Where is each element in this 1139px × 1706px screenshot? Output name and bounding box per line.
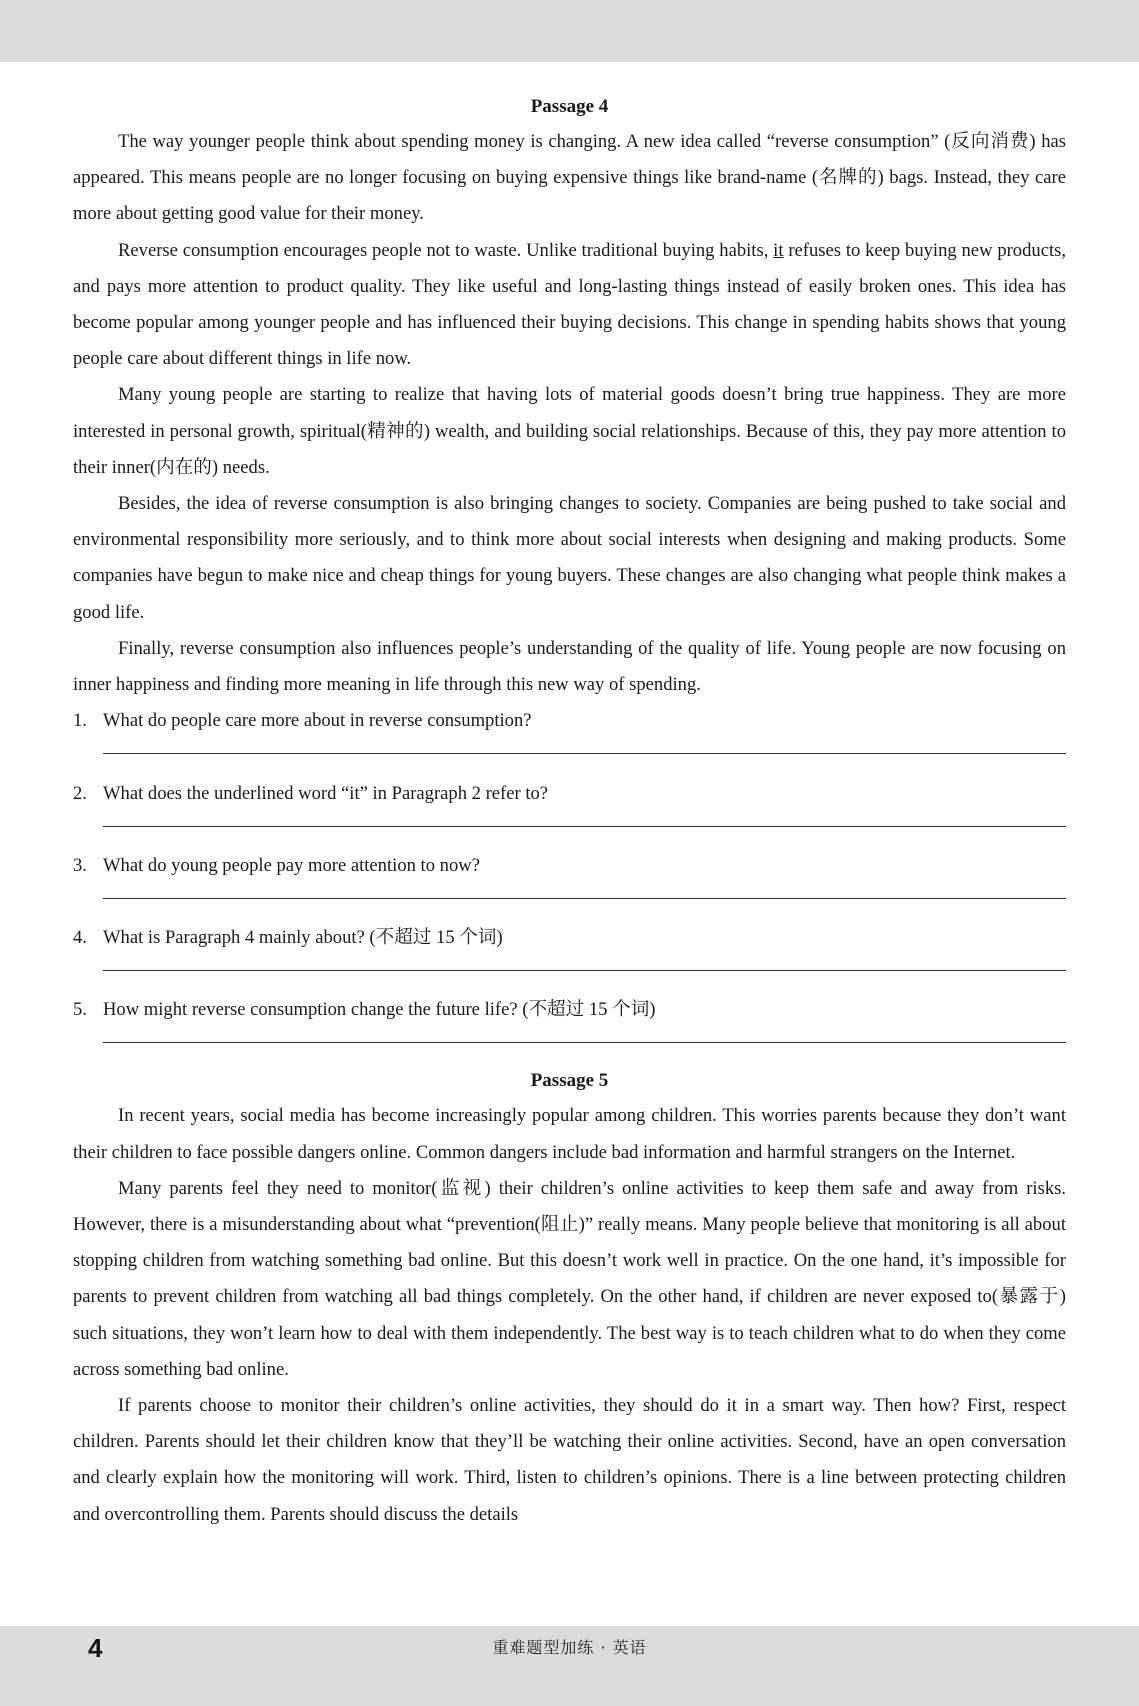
passage-4-title: Passage 4	[530, 96, 609, 117]
question-number: 3.	[73, 854, 87, 876]
question-2	[73, 776, 1066, 848]
passage-5-paragraph-2: Many parents feel they need to monitor(监视) their children’s online activities to keep them safe and away from risks. However, there is a misunderstanding about what “prevention(阻止)” really means. Many people believe that monitoring is all about stopping children from watching something bad online. But this doesn’t work well in practice. On the one hand, it’s impossible for parents to prevent children from watching all bad things completely. On the other hand, if children are never exposed to(暴露于) such situations, they won’t learn how to deal with them independently. The best way is to teach children what to do when they come across something bad online.	[73, 1177, 1066, 1380]
answer-line[interactable]	[103, 898, 1066, 899]
passage-5-paragraph-1: In recent years, social media has become increasingly popular among children. This worries parents because they don’t want their children to face possible dangers online. Common dangers include bad information and harmful strangers on the Internet.	[73, 1105, 1066, 1163]
paragraph-2-text-before: Reverse consumption encourages people not to waste. Unlike traditional buying habits,	[118, 239, 774, 261]
question-number: 5.	[73, 999, 87, 1021]
question-text: What do young people pay more attention to now?	[103, 854, 480, 876]
answer-line[interactable]	[103, 753, 1066, 754]
paragraph-2-text-after: refuses to keep buying new products, and pays more attention to product quality. They like useful and long-lasting things instead of easily broken ones. This idea has become popular among younger people and has influenced their buying decisions. This change in spending habits shows that young people care about different things in life now.	[73, 239, 1067, 370]
answer-line[interactable]	[103, 1042, 1066, 1043]
question-number: 1.	[73, 710, 87, 732]
underlined-word-it: it	[773, 239, 784, 261]
answer-line[interactable]	[103, 826, 1066, 827]
passage-4-paragraph-2	[73, 233, 1066, 378]
passage-4-paragraph-3: Many young people are starting to realize that having lots of material goods doesn’t bring true happiness. They are more interested in personal growth, spiritual(精神的) wealth, and building social relationships. Because of this, they pay more attention to their inner(内在的) needs.	[73, 384, 1066, 478]
passage-4-paragraph-1: The way younger people think about spending money is changing. A new idea called “reverse consumption” (反向消费) has appeared. This means people are no longer focusing on buying expensive things like brand-name (名牌的) bags. Instead, they care more about getting good value for their money.	[73, 131, 1066, 225]
page-number: 4	[88, 1633, 103, 1663]
question-text: What is Paragraph 4 mainly about? (不超过 15 个词)	[103, 927, 503, 949]
header-band	[0, 0, 1139, 62]
question-4	[73, 920, 1066, 992]
passage-5-title: Passage 5	[530, 1070, 609, 1092]
passage-4-paragraph-4: Besides, the idea of reverse consumption is also bringing changes to society. Companies are being pushed to take social and environmental responsibility more seriously, and to think more about social interests when designing and making products. Some companies have begun to make nice and cheap things for young buyers. These changes are also changing what people think makes a good life.	[73, 493, 1066, 623]
answer-line[interactable]	[103, 970, 1066, 971]
question-number: 2.	[73, 782, 87, 804]
book-title: 重难题型加练 · 英语	[492, 1638, 647, 1657]
question-text: What does the underlined word “it” in Paragraph 2 refer to?	[103, 782, 549, 804]
passage-4-paragraph-5: Finally, reverse consumption also influences people’s understanding of the quality of life. Young people are now focusing on inner happiness and finding more meaning in life through this new way of spending.	[73, 637, 1066, 696]
page-content	[73, 90, 1066, 1533]
question-text: How might reverse consumption change the future life? (不超过 15 个词)	[103, 999, 656, 1021]
question-text: What do people care more about in reverse consumption?	[103, 710, 532, 732]
question-1	[73, 703, 1066, 775]
question-number: 4.	[73, 927, 87, 949]
question-5	[73, 992, 1066, 1064]
question-3	[73, 848, 1066, 920]
passage-5-paragraph-3: If parents choose to monitor their children’s online activities, they should do it in a smart way. Then how? First, respect children. Parents should let their children know that they’ll be watching their online activities. Second, have an open conversation and clearly explain how the monitoring will work. Third, listen to children’s opinions. There is a line between protecting children and overcontrolling them. Parents should discuss the details	[73, 1395, 1066, 1525]
